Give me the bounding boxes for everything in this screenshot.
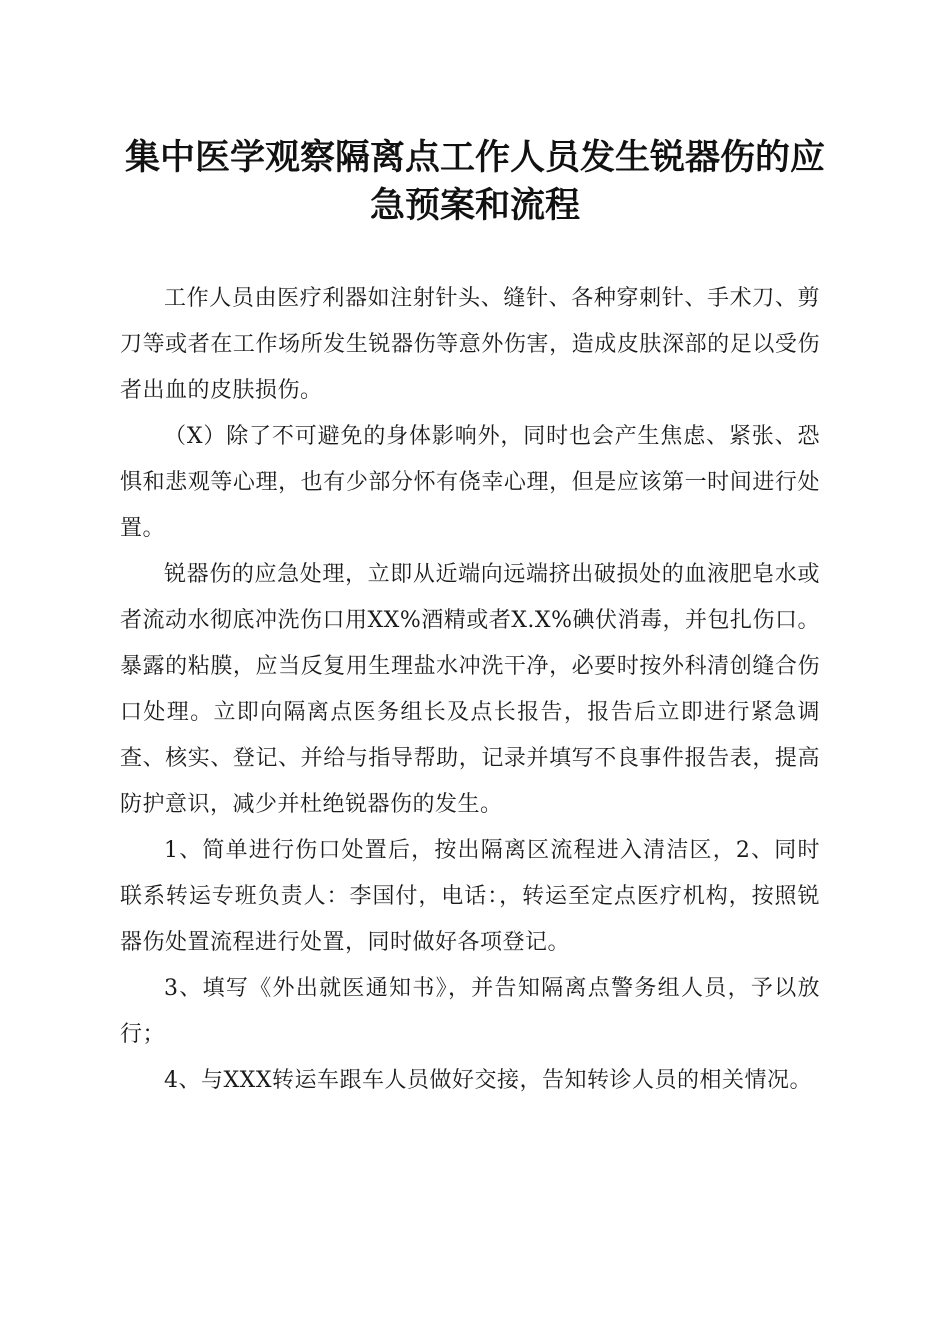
paragraph-psychological-impact: （X）除了不可避免的身体影响外，同时也会产生焦虑、紧张、恐惧和悲观等心理，也有少部分怀有侥幸心理，但是应该第一时间进行处置。 xyxy=(120,424,820,541)
paragraph-step-4: 4、与XXX转运车跟车人员做好交接，告知转诊人员的相关情况。 xyxy=(164,1068,812,1093)
paragraph-emergency-treatment: 锐器伤的应急处理，立即从近端向远端挤出破损处的血液肥皂水或者流动水彻底冲洗伤口用XX%酒精或者X.X%碘伏消毒，并包扎伤口。暴露的粘膜，应当反复用生理盐水冲洗干净，必要时按外科清创缝合伤口处理。立即向隔离点医务组长及点长报告，报告后立即进行紧急调查、核实、登记、并给与指导帮助，记录并填写不良事件报告表，提高防护意识，减少并杜绝锐器伤的发生。 xyxy=(120,562,820,817)
paragraph-step-1-2: 1、简单进行伤口处置后，按出隔离区流程进入清洁区，2、同时联系转运专班负责人：李国付，电话：，转运至定点医疗机构，按照锐器伤处置流程进行处置，同时做好各项登记。 xyxy=(120,838,820,955)
paragraph-step-3: 3、填写《外出就医通知书》，并告知隔离点警务组人员，予以放行； xyxy=(120,976,820,1047)
paragraph-definition: 工作人员由医疗利器如注射针头、缝针、各种穿刺针、手术刀、剪刀等或者在工作场所发生锐器伤等意外伤害，造成皮肤深部的足以受伤者出血的皮肤损伤。 xyxy=(120,286,820,403)
document-body xyxy=(120,276,820,1104)
document-title: 集中医学观察隔离点工作人员发生锐器伤的应急预案和流程 xyxy=(124,137,825,226)
